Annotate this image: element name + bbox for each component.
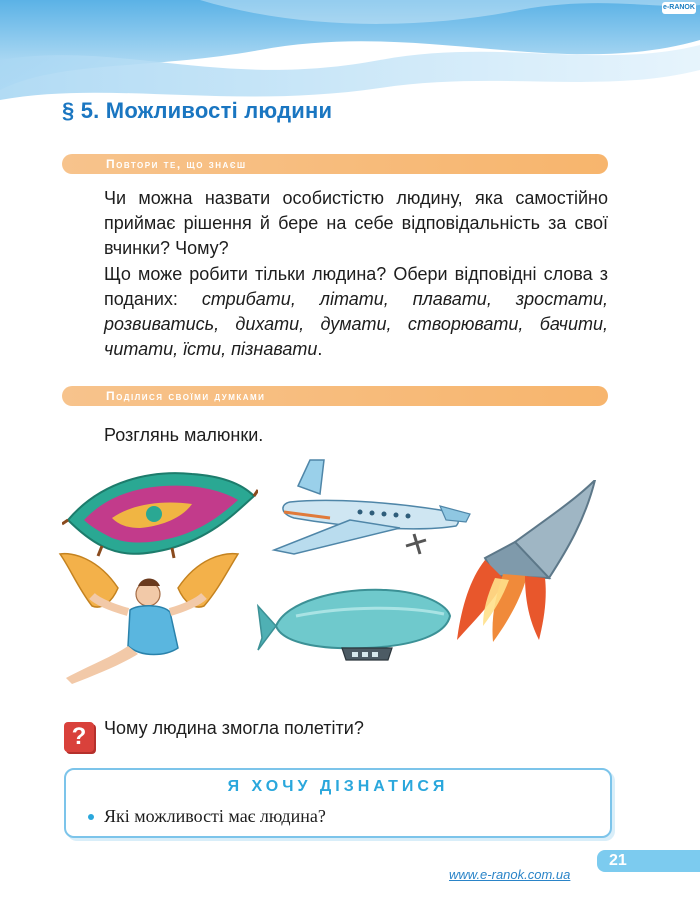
page-number-tab	[597, 850, 700, 872]
task-word-list: стрибати, літати, плавати, зростати, розвиватись, дихати, думати, створювати, бачити, читати, їсти, пізнавати	[104, 289, 608, 359]
learn-box-title: Я ХОЧУ ДІЗНАТИСЯ	[227, 778, 449, 795]
rocket-illustration	[455, 480, 600, 645]
learn-box-item: Які можливості має людина?	[104, 806, 326, 826]
header-wave-decoration	[0, 0, 700, 110]
task-end: .	[317, 339, 323, 359]
instruction-text: Розглянь малюнки.	[104, 425, 264, 445]
question-icon: ?	[64, 722, 94, 752]
icarus-winged-man-illustration	[58, 548, 240, 688]
discussion-question: Чому людина змогла полетіти?	[104, 718, 364, 738]
task-intro: Що може робити тільки людина? Обери відповідні слова з поданих:	[104, 264, 608, 309]
section-label-share: Поділися своїми думками	[106, 389, 266, 403]
review-task-paragraph	[104, 262, 608, 362]
section-bar-review	[62, 154, 608, 174]
section-label-review: Повтори те, що знаєш	[106, 157, 247, 171]
publisher-website-link[interactable]: www.e-ranok.com.ua	[449, 867, 571, 882]
flying-carpet-illustration	[62, 460, 258, 560]
page-number: 21	[609, 852, 627, 869]
bullet-icon	[88, 814, 94, 820]
page-title: § 5. Можливості людини	[62, 98, 333, 123]
airship-zeppelin-illustration	[256, 576, 454, 668]
section-bar-share	[62, 386, 608, 406]
review-question-paragraph: Чи можна назвати особистістю людину, яка самостійно приймає рішення й бере на себе відповідальність за свої вчинки? Чому?	[104, 188, 608, 258]
propeller-airplane-illustration	[270, 458, 476, 570]
publisher-logo: e-RANOK	[662, 2, 696, 14]
want-to-learn-box	[64, 768, 612, 838]
